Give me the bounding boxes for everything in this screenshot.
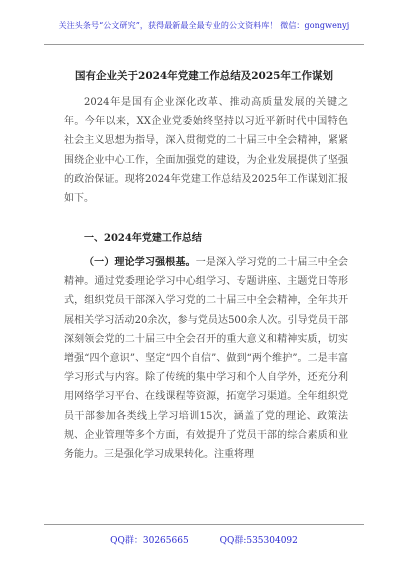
footer-qq-group-1: QQ群：30265665 xyxy=(110,536,189,546)
footer xyxy=(0,533,408,546)
subsection-body: 一是深入学习党的二十届三中全会精神。通过党委理论学习中心组学习、专题讲座、主题党日等形式，组织党员干部深入学习党的二十届三中全会精神，全年共开展相关学习活动20余次，参与党员达500余人次。引导党员干部深刻领会党的二十届三中全会召开的重大意义和精神实质，切实增强“四个意识”、坚定“四个自信”、做到“两个维护”。二是丰富学习形式与内容。除了传统的集中学习和个人自学外，还充分利用网络学习平台、在线课程等资源，拓宽学习渠道。全年组织党员干部参加各类线上学习培训15次，涵盖了党的理论、政策法规、企业管理等多个方面，有效提升了党员干部的综合素质和业务能力。三是强化学习成果转化。注重将理 xyxy=(64,257,348,461)
header-divider xyxy=(44,44,364,45)
document-title: 国有企业关于2024年党建工作总结及2025年工作谋划 xyxy=(75,70,333,82)
header-banner: 关注头条号“公文研究”，获得最新最全最专业的公文资料库！ 微信：gongwenyj xyxy=(58,21,350,30)
subsection-paragraph xyxy=(64,253,348,523)
subsection-lead: （一）理论学习强根基。 xyxy=(84,257,196,268)
footer-divider xyxy=(44,524,364,525)
footer-qq-group-2: QQ群:535304092 xyxy=(219,536,298,546)
intro-paragraph: 2024年是国有企业深化改革、推动高质量发展的关键之年。今年以来，XX企业党委始终坚持以习近平新时代中国特色社会主义思想为指导，深入贯彻党的二十届三中全会精神，紧紧围绕企业中心工作，全面加强党的建设，为企业发展提供了坚强的政治保证。现将2024年党建工作总结及2025年工作谋划汇报如下。 xyxy=(64,97,348,205)
section-heading: 一、2024年党建工作总结 xyxy=(84,233,202,244)
